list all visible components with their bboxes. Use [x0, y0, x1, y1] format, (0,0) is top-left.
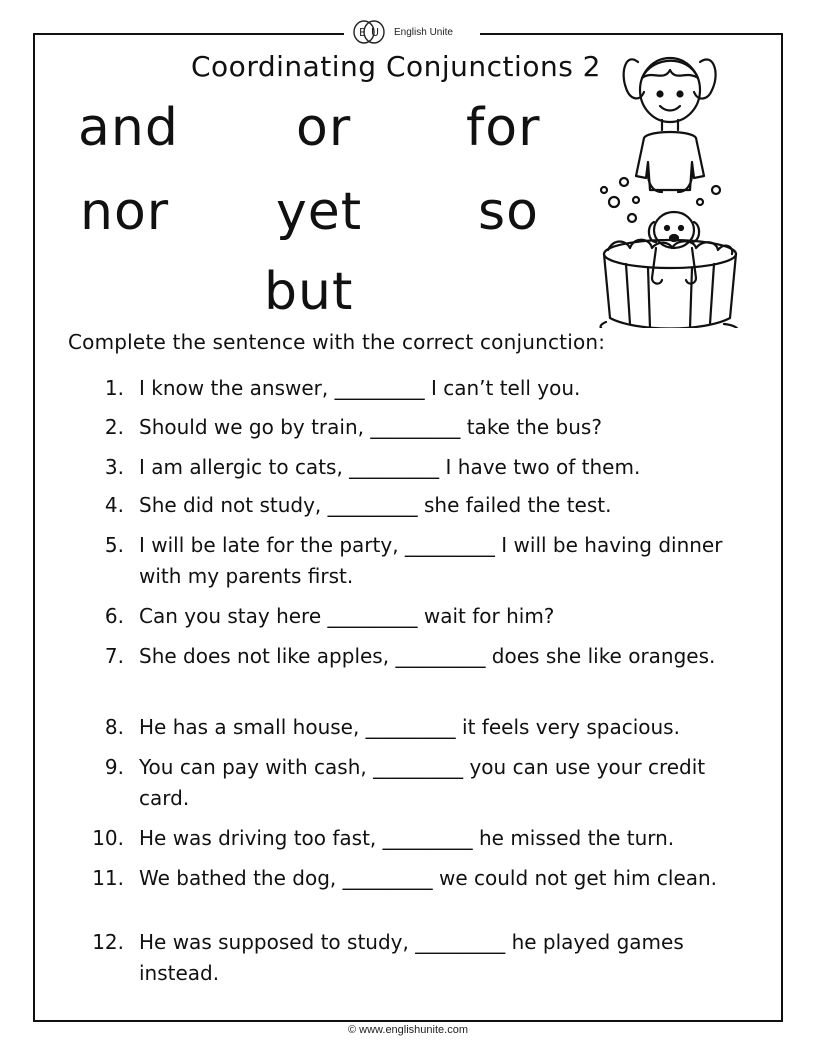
copyright-footer: © www.englishunite.com — [348, 1024, 468, 1036]
question-number: 2. — [104, 415, 124, 439]
conjunction-and: and — [78, 98, 179, 158]
question-number: 7. — [104, 644, 124, 668]
question-number: 1. — [104, 376, 124, 400]
svg-text:U: U — [371, 26, 380, 39]
question-text: You can pay with cash, _________ you can use your credit card. — [139, 755, 706, 810]
question-text: Can you stay here _________ wait for him? — [139, 604, 555, 628]
question-text: She does not like apples, _________ does she like oranges. — [139, 644, 716, 668]
girl-bathing-dog-icon — [596, 42, 744, 328]
brand-header — [344, 18, 480, 46]
question-text: He was driving too fast, _________ he missed the turn. — [139, 826, 675, 850]
conjunction-yet: yet — [276, 182, 363, 242]
question-text: He has a small house, _________ it feels very spacious. — [139, 715, 680, 739]
question-text: We bathed the dog, _________ we could not get him clean. — [139, 866, 718, 890]
question-number: 4. — [104, 493, 124, 517]
brand-name: English Unite — [394, 26, 453, 38]
question-number: 10. — [92, 826, 124, 850]
question-number: 11. — [92, 866, 124, 890]
question-text: I am allergic to cats, _________ I have two of them. — [139, 455, 641, 479]
conjunction-or: or — [296, 98, 352, 158]
conjunction-so: so — [478, 182, 539, 242]
question-text: I know the answer, _________ I can’t tell you. — [139, 376, 581, 400]
question-number: 8. — [104, 715, 124, 739]
instructions: Complete the sentence with the correct conjunction: — [68, 330, 606, 354]
svg-text:E: E — [359, 26, 366, 39]
question-text: I will be late for the party, _________ I will be having dinner with my parents first. — [139, 533, 723, 588]
question-number: 9. — [104, 755, 124, 779]
eu-logo-icon — [350, 19, 390, 45]
question-text: He was supposed to study, _________ he played games instead. — [139, 930, 684, 985]
conjunction-but: but — [264, 262, 354, 322]
question-number: 3. — [104, 455, 124, 479]
worksheet-title: Coordinating Conjunctions 2 — [191, 50, 601, 83]
question-text: Should we go by train, _________ take the bus? — [139, 415, 602, 439]
question-number: 12. — [92, 930, 124, 954]
question-number: 6. — [104, 604, 124, 628]
conjunction-for: for — [466, 98, 541, 158]
question-number: 5. — [104, 533, 124, 557]
conjunction-nor: nor — [80, 182, 170, 242]
question-text: She did not study, _________ she failed the test. — [139, 493, 612, 517]
